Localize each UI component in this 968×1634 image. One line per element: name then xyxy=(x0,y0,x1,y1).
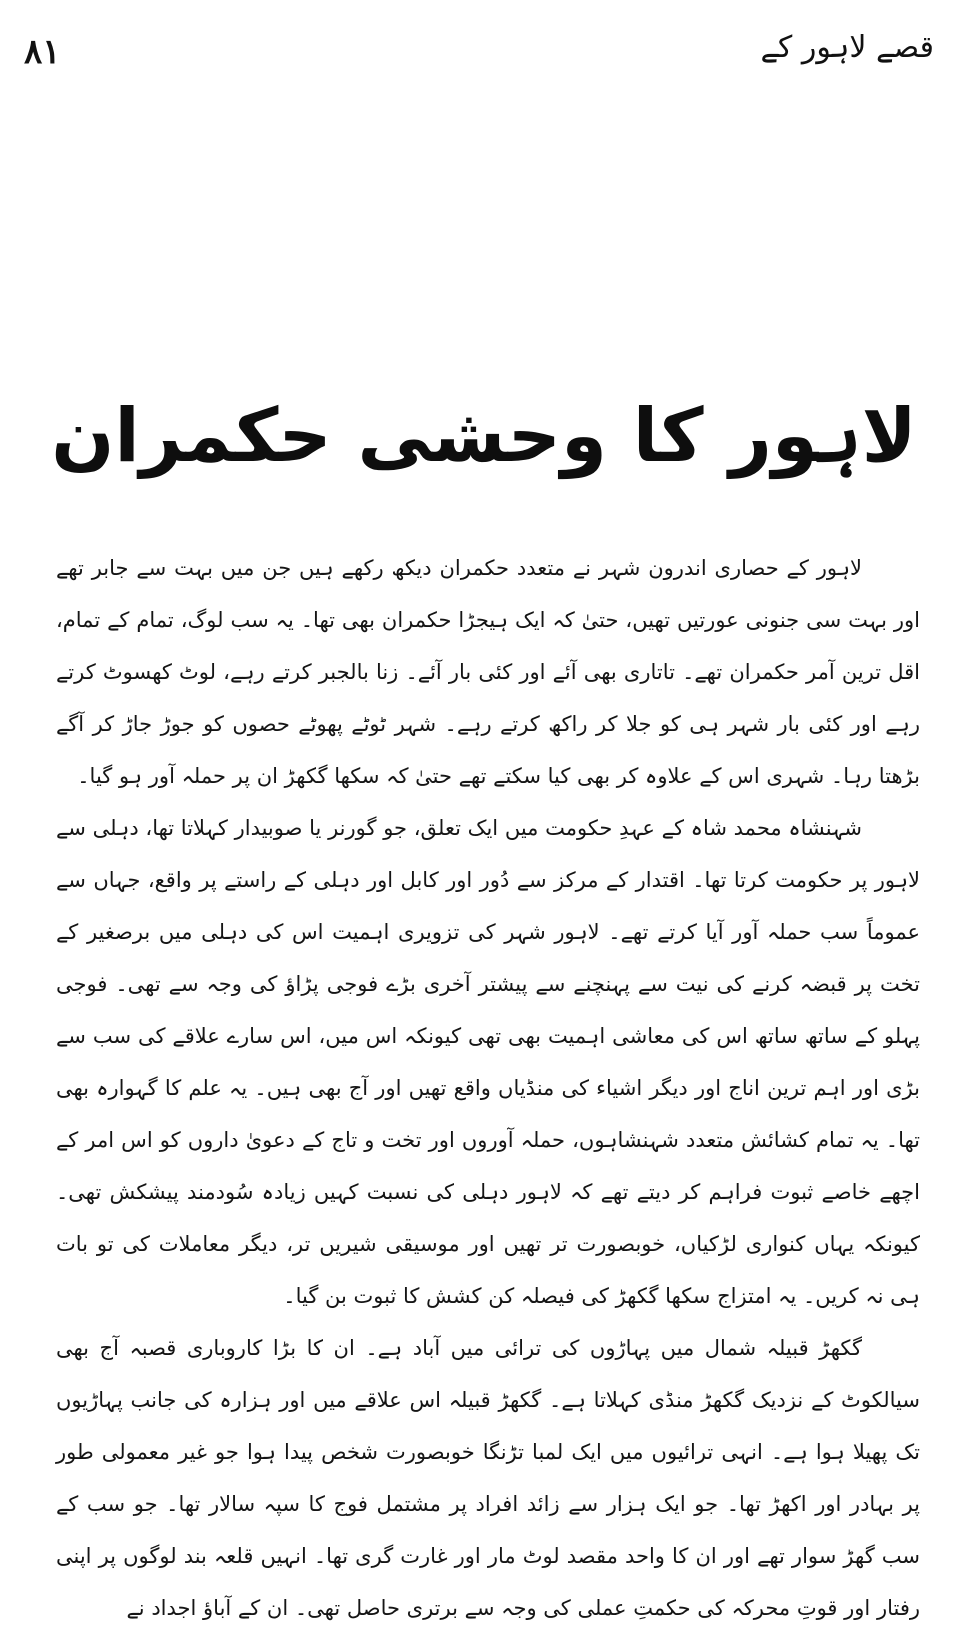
paragraph-2: شہنشاہ محمد شاہ کے عہدِ حکومت میں ایک تعلق، جو گورنر یا صوبیدار کہلاتا تھا، دہلی سے لاہور پر حکومت کرتا تھا۔ اقتدار کے مرکز سے دُور اور کابل اور دہلی کے راستے پر واقع، جہاں سے عموماً سب حملہ آور آیا کرتے تھے۔ لاہور شہر کی تزویری اہمیت اس کی دہلی میں برصغیر کے تخت پر قبضہ کرنے کی نیت سے پہنچنے سے پیشتر آخری بڑے فوجی پڑاؤ کی وجہ سے تھی۔ فوجی پہلو کے ساتھ ساتھ اس کی معاشی اہمیت بھی تھی کیونکہ اس میں، اس سارے علاقے کی سب سے بڑی اور اہم ترین اناج اور دیگر اشیاء کی منڈیاں واقع تھیں اور آج بھی ہیں۔ یہ علم کا گہوارہ بھی تھا۔ یہ تمام کشائش متعدد شہنشاہوں، حملہ آوروں اور تخت و تاج کے دعویٰ داروں کو اس امر کے اچھے خاصے ثبوت فراہم کر دیتے تھے کہ لاہور دہلی کی نسبت کہیں زیادہ سُودمند پیشکش تھی۔ کیونکہ یہاں کنواری لڑکیاں، خوبصورت تر تھیں اور موسیقی شیریں تر، دیگر معاملات کی تو بات ہی نہ کریں۔ یہ امتزاج سکھا گکھڑ کی فیصلہ کن کشش کا ثبوت بن گیا۔ xyxy=(56,816,920,1308)
body-text xyxy=(56,542,920,1634)
paragraph-3: گکھڑ قبیلہ شمال میں پہاڑوں کی ترائی میں آباد ہے۔ ان کا بڑا کاروباری قصبہ آج بھی سیالکوٹ کے نزدیک گکھڑ منڈی کہلاتا ہے۔ گکھڑ قبیلہ اس علاقے میں اور ہزارہ کی جانب پہاڑیوں تک پھیلا ہوا ہے۔ انہی ترائیوں میں ایک لمبا تڑنگا خوبصورت شخص پیدا ہوا جو غیر معمولی طور پر بہادر اور اکھڑ تھا۔ جو ایک ہزار سے زائد افراد پر مشتمل فوج کا سپہ سالار تھا۔ جو سب کے سب گھڑ سوار تھے اور ان کا واحد مقصد لوٹ مار اور غارت گری تھا۔ انہیں قلعہ بند لوگوں پر اپنی رفتار اور قوتِ محرکہ کی حکمتِ عملی کی وجہ سے برتری حاصل تھی۔ ان کے آباؤ اجداد نے xyxy=(56,1336,920,1620)
paragraph-1: لاہور کے حصاری اندرون شہر نے متعدد حکمران دیکھ رکھے ہیں جن میں بہت سے جابر تھے اور بہت سی جنونی عورتیں تھیں، حتیٰ کہ ایک ہیجڑا حکمران بھی تھا۔ یہ سب لوگ، تمام کے تمام، اقل ترین آمر حکمران تھے۔ تاتاری بھی آئے اور کئی بار آئے۔ زنا بالجبر کرتے رہے، لوٹ کھسوٹ کرتے رہے اور کئی بار شہر ہی کو جلا کر راکھ کرتے رہے۔ شہر ٹوٹے پھوٹے حصوں کو جوڑ جاڑ کر آگے بڑھتا رہا۔ شہری اس کے علاوہ کر بھی کیا سکتے تھے حتیٰ کہ سکھا گکھڑ ان پر حملہ آور ہو گیا۔ xyxy=(56,556,920,788)
page-number: ۸۱ xyxy=(24,32,61,72)
running-header: قصے لاہور کے xyxy=(760,30,934,65)
chapter-title: لاہور کا وحشی حکمران xyxy=(51,393,917,479)
